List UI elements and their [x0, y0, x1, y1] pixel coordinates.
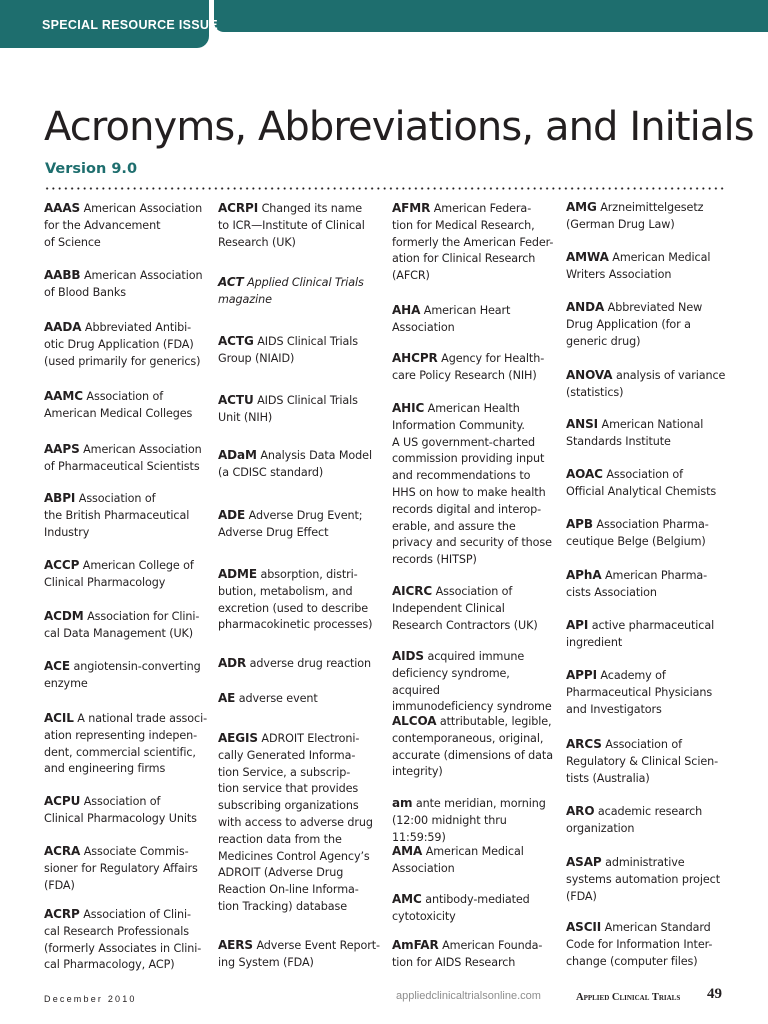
entry-aaps: AAPS American Association of Pharmaceutical Scientists	[44, 442, 202, 473]
entry-aha: AHA American Heart Association	[392, 303, 511, 334]
entry-accp: ACCP American College of Clinical Pharmacology	[44, 558, 194, 589]
entry-actg: ACTG AIDS Clinical Trials Group (NIAID)	[218, 334, 359, 365]
entry-ahcpr: AHCPR Agency for Health- care Policy Research (NIH)	[392, 351, 545, 382]
header-band	[214, 0, 768, 32]
entry-aamc: AAMC Association of American Medical Colleges	[44, 389, 193, 420]
entry-acil: ACIL A national trade associ- ation representing indepen- dent, commercial scientific, and engineering firms	[44, 711, 208, 776]
entry-adme: ADME absorption, distri- bution, metabolism, and excretion (used to describe pharmacokinetic processes)	[218, 567, 373, 632]
magazine-name: Applied Clinical Trials	[576, 992, 681, 1003]
page-title: Acronyms, Abbreviations, and Initials	[44, 104, 754, 150]
entry-adam: ADaM Analysis Data Model (a CDISC standard)	[218, 448, 372, 479]
entry-amc: AMC antibody-mediated cytotoxicity	[392, 892, 530, 923]
entry-api: API active pharmaceutical ingredient	[566, 618, 715, 649]
entry-amwa: AMWA American Medical Writers Association	[566, 250, 711, 281]
entry-ascii: ASCII American Standard Code for Information Inter- change (computer files)	[566, 920, 713, 968]
dotted-divider	[44, 187, 726, 190]
entry-ae: AE adverse event	[218, 691, 318, 705]
entry-apha: APhA American Pharma- cists Association	[566, 568, 708, 599]
entry-ama: AMA American Medical Association	[392, 844, 524, 875]
entry-anda: ANDA Abbreviated New Drug Application (for a generic drug)	[566, 300, 703, 348]
entry-aaas: AAAS American Association for the Advancement of Science	[44, 201, 203, 249]
entry-ansi: ANSI American National Standards Institute	[566, 417, 704, 448]
entry-amfar: AmFAR American Founda- tion for AIDS Research	[392, 938, 543, 969]
entry-adr: ADR adverse drug reaction	[218, 656, 372, 670]
entry-acra: ACRA Associate Commis- sioner for Regulatory Affairs (FDA)	[44, 844, 198, 892]
entry-aabb: AABB American Association of Blood Banks	[44, 268, 203, 299]
entry-aoac: AOAC Association of Official Analytical Chemists	[566, 467, 717, 498]
entry-abpi: ABPI Association of the British Pharmaceutical Industry	[44, 491, 190, 539]
entry-acpu: ACPU Association of Clinical Pharmacology Units	[44, 794, 197, 825]
website-url: appliedclinicaltrialsonline.com	[396, 990, 541, 1002]
entry-aegis: AEGIS ADROIT Electroni- cally Generated Informa- tion Service, a subscrip- tion service that provides subscribing organizations with access to adverse drug reaction data from the Medicines Control Agency’s ADROIT (Adverse Drug Reaction On-line Informa- tion Tracking) database	[218, 731, 373, 913]
issue-date: December 2010	[44, 994, 137, 1004]
entry-aids: AIDS acquired immune deficiency syndrome, acquired immunodeficiency syndrome	[392, 649, 552, 714]
entry-act: ACT Applied Clinical Trials magazine	[218, 275, 364, 306]
entry-actu: ACTU AIDS Clinical Trials Unit (NIH)	[218, 393, 358, 424]
entry-aada: AADA Abbreviated Antibi- otic Drug Application (FDA) (used primarily for generics)	[44, 320, 201, 368]
entry-aro: ARO academic research organization	[566, 804, 703, 835]
entry-anova: ANOVA analysis of variance (statistics)	[566, 368, 726, 399]
version-label: Version 9.0	[45, 161, 138, 177]
entry-afmr: AFMR American Federa- tion for Medical Research, formerly the American Feder- ation for Clinical Research (AFCR)	[392, 201, 554, 283]
entry-aers: AERS Adverse Event Report- ing System (FDA)	[218, 938, 380, 969]
section-label: SPECIAL RESOURCE ISSUE	[42, 18, 218, 32]
page-number: 49	[707, 986, 722, 1002]
entry-ace: ACE angiotensin-converting enzyme	[44, 659, 201, 690]
entry-alcoa: ALCOA attributable, legible, contemporaneous, original, accurate (dimensions of data integrity)	[392, 714, 553, 779]
entry-am: am ante meridian, morning (12:00 midnight thru 11:59:59)	[392, 796, 546, 844]
entry-arcs: ARCS Association of Regulatory & Clinical Scien- tists (Australia)	[566, 737, 719, 785]
entry-ade: ADE Adverse Drug Event; Adverse Drug Effect	[218, 508, 363, 539]
entry-asap: ASAP administrative systems automation project (FDA)	[566, 855, 720, 903]
entry-acrpi: ACRPI Changed its name to ICR—Institute of Clinical Research (UK)	[218, 201, 365, 249]
entry-appi: APPI Academy of Pharmaceutical Physicians and Investigators	[566, 668, 713, 716]
entry-acdm: ACDM Association for Clini- cal Data Management (UK)	[44, 609, 200, 640]
entry-ahic: AHIC American Health Information Community. A US government-charted commission providing input and recommendations to HHS on how to make health records digital and interop- erable, and assure the privacy and security of those records (HITSP)	[392, 401, 552, 567]
entry-acrp: ACRP Association of Clini- cal Research Professionals (formerly Associates in Clini- cal Pharmacology, ACP)	[44, 907, 202, 972]
entry-amg: AMG Arzneimittelgesetz (German Drug Law)	[566, 200, 704, 231]
entry-apb: APB Association Pharma- ceutique Belge (Belgium)	[566, 517, 709, 548]
entry-aicrc: AICRC Association of Independent Clinical Research Contractors (UK)	[392, 584, 538, 632]
